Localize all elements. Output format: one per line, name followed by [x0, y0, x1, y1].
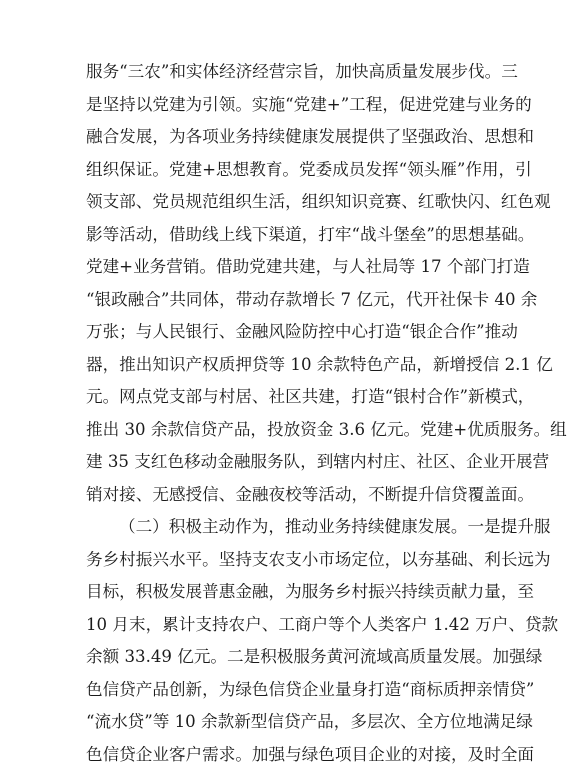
text-line: 万张；与人民银行、金融风险防控中心打造“银企合作”推动 — [86, 316, 504, 349]
text-line: 服务“三农”和实体经济经营宗旨，加快高质量发展步伐。三 — [86, 56, 504, 89]
text-line: 建 35 支红色移动金融服务队，到辖内村庄、社区、企业开展营 — [86, 446, 504, 479]
text-line: 融合发展，为各项业务持续健康发展提供了坚强政治、思想和 — [86, 121, 504, 154]
text-line: “流水贷”等 10 余款新型信贷产品，多层次、全方位地满足绿 — [86, 706, 504, 739]
text-line: 元。网点党支部与村居、社区共建，打造“银村合作”新模式， — [86, 381, 504, 414]
text-line: 组织保证。党建+思想教育。党委成员发挥“领头雁”作用，引 — [86, 154, 504, 187]
text-line: 目标，积极发展普惠金融，为服务乡村振兴持续贡献力量，至 — [86, 576, 504, 609]
text-line: 余额 33.49 亿元。二是积极服务黄河流域高质量发展。加强绿 — [86, 641, 504, 674]
text-line: 10 月末，累计支持农户、工商户等个人类客户 1.42 万户、贷款 — [86, 609, 504, 642]
text-line: 销对接、无感授信、金融夜校等活动，不断提升信贷覆盖面。 — [86, 479, 504, 512]
text-line: 推出 30 余款信贷产品，投放资金 3.6 亿元。党建+优质服务。组 — [86, 414, 504, 447]
text-line: 影等活动，借助线上线下渠道，打牢“战斗堡垒”的思想基础。 — [86, 219, 504, 252]
body-text — [86, 56, 504, 771]
text-line: 是坚持以党建为引领。实施“党建+”工程，促进党建与业务的 — [86, 89, 504, 122]
text-line: 党建+业务营销。借助党建共建，与人社局等 17 个部门打造 — [86, 251, 504, 284]
text-line: （二）积极主动作为，推动业务持续健康发展。一是提升服 — [86, 511, 504, 544]
text-line: 领支部、党员规范组织生活，组织知识竞赛、红歌快闪、红色观 — [86, 186, 504, 219]
text-line: 器，推出知识产权质押贷等 10 余款特色产品，新增授信 2.1 亿 — [86, 349, 504, 382]
text-line: 色信贷企业客户需求。加强与绿色项目企业的对接，及时全面 — [86, 739, 504, 771]
text-line: “银政融合”共同体，带动存款增长 7 亿元，代开社保卡 40 余 — [86, 284, 504, 317]
text-line: 务乡村振兴水平。坚持支农支小市场定位，以夯基础、利长远为 — [86, 544, 504, 577]
text-line: 色信贷产品创新，为绿色信贷企业量身打造“商标质押亲情贷” — [86, 674, 504, 707]
